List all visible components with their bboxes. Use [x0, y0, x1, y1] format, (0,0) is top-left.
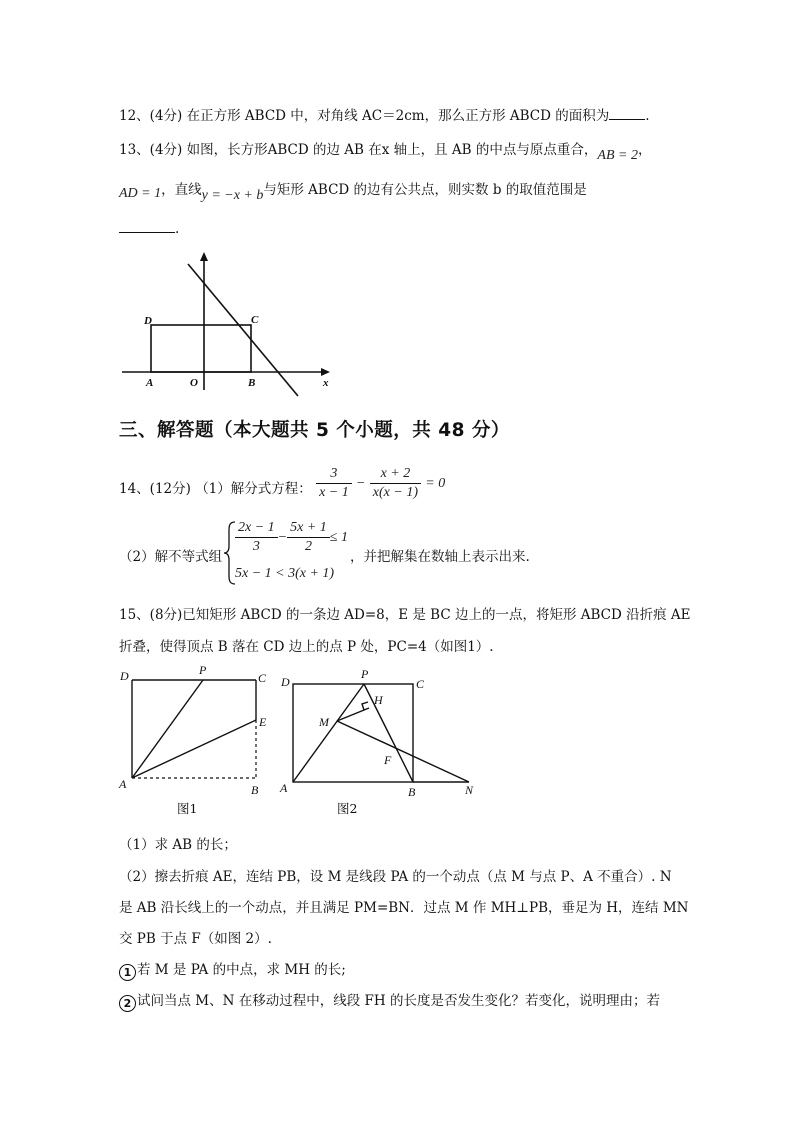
- q12-text: 在正方形 ABCD 中，对角线 AC＝2cm，那么正方形 ABCD 的面积为: [186, 108, 610, 124]
- figure-2: [276, 664, 486, 804]
- fig1-label-e: E: [259, 715, 267, 729]
- q14-eq-rhs: = 0: [425, 476, 446, 491]
- fig2-label-b: B: [408, 785, 416, 799]
- q14-part2-end-text: ，并把解集在数轴上表示出来.: [350, 549, 530, 565]
- fig13-x-arrow: [321, 368, 330, 376]
- fig2-caption: 图2: [337, 801, 358, 816]
- fig13-y-arrow: [200, 252, 208, 261]
- q14-ineq1-f1-numerator: 2x − 1: [235, 519, 278, 538]
- fig13-rectangle: [151, 325, 251, 372]
- fig2-label-n: N: [465, 783, 474, 797]
- fig2-label-f: F: [384, 753, 392, 767]
- q15-sub2-line3: 交 PB 于点 F（如图 2）.: [119, 931, 272, 947]
- question-12: [119, 104, 650, 124]
- q14-eq-f1-denominator: x − 1: [319, 485, 349, 500]
- q14-ineq1-rhs: ≤ 1: [329, 530, 348, 545]
- fig2-segment-mn: [337, 721, 469, 782]
- fig1-label-p: P: [199, 664, 207, 677]
- fig13-label-x: x: [323, 377, 329, 389]
- q14-part2-text: （2）解不等式组: [119, 549, 223, 565]
- q14-ineq1-f1-denominator: 3: [252, 539, 260, 554]
- fig1-segment-ap: [132, 680, 203, 778]
- q14-eq-fraction-1: [316, 465, 352, 502]
- fig2-label-h: H: [374, 693, 383, 707]
- q13-ab-formula: AB = 2: [597, 148, 638, 163]
- q14-eq-f1-numerator: 3: [316, 465, 352, 484]
- q14-part1-text: （1）解分式方程：: [195, 481, 312, 497]
- fig13-label-o: O: [190, 377, 198, 389]
- q13-text2a: ，直线: [161, 182, 202, 198]
- q15-item-1-marker: 1: [119, 964, 136, 981]
- q14-ineq1-fraction-2: [287, 519, 330, 556]
- q13-answer-blank: [119, 220, 175, 233]
- fig1-label-b: B: [251, 783, 259, 797]
- question-13-line3: [119, 220, 179, 237]
- fig2-segment-pb: [364, 684, 413, 782]
- q12-answer-blank: [609, 107, 645, 120]
- fig13-label-c: C: [251, 314, 259, 326]
- q15-item-1-text: 若 M 是 PA 的中点，求 MH 的长;: [137, 962, 346, 978]
- q14-eq-f2-denominator: x(x − 1): [372, 485, 418, 500]
- q15-sub2-line2: 是 AB 沿长线上的一个动点，并且满足 PM=BN．过点 M 作 MH⊥PB，垂足为 H，连结 MN: [119, 900, 689, 916]
- fig1-caption: 图1: [177, 801, 198, 816]
- q13-line-equation: y = −x + b: [201, 188, 264, 203]
- q15-item-1: [119, 958, 346, 981]
- fig1-label-c: C: [258, 671, 267, 685]
- fig2-label-m: M: [319, 715, 329, 729]
- q14-ineq1-fraction-1: [235, 519, 278, 556]
- q15-line2: 折叠，使得顶点 B 落在 CD 边上的点 P 处，PC=4（如图1）.: [119, 639, 494, 655]
- q14-ineq1-f2-denominator: 2: [304, 539, 312, 554]
- fig2-label-c: C: [416, 677, 425, 691]
- q13-text2b: 与矩形 ABCD 的边有公共点，则实数 b 的取值范围是: [263, 182, 587, 198]
- q14-inequality-1: [235, 519, 348, 556]
- q14-inequality-2: 5x − 1 < 3(x + 1): [235, 566, 335, 581]
- q13-number: 13、(4分): [119, 142, 183, 158]
- figure-1: [116, 664, 280, 804]
- question-13-line1: [119, 138, 652, 163]
- q12-end: .: [645, 108, 650, 124]
- fig2-label-p: P: [361, 667, 369, 681]
- q14-ineq1-minus: −: [277, 530, 288, 545]
- section-3-heading: 三、解答题（本大题共 5 个小题，共 48 分）: [119, 420, 510, 441]
- fig1-fold-ae: [132, 720, 256, 778]
- fig13-label-d: D: [144, 315, 152, 327]
- fig2-segment-ap: [293, 684, 364, 782]
- q13-end: .: [175, 221, 180, 237]
- figure-q13: [118, 250, 348, 400]
- q13-comma: ，: [637, 142, 652, 158]
- question-14-part1: [119, 465, 445, 505]
- fig1-label-d: D: [120, 669, 129, 683]
- fig13-label-a: A: [146, 377, 154, 389]
- q15-item-2: [119, 989, 660, 1012]
- question-14-part2-label: [119, 545, 222, 565]
- fig2-label-d: D: [281, 675, 290, 689]
- q14-eq-f2-numerator: x + 2: [370, 465, 421, 484]
- q13-text: 如图，长方形ABCD 的边 AB 在x 轴上，且 AB 的中点与原点重合，: [186, 142, 598, 158]
- fig13-label-b: B: [248, 377, 256, 389]
- q13-ad-formula: AD = 1: [119, 186, 162, 201]
- q15-item-2-text: 试问当点 M、N 在移动过程中，线段 FH 的长度是否发生变化？若变化，说明理由；若: [137, 993, 660, 1009]
- q14-eq-minus: −: [356, 476, 366, 491]
- fig1-label-a: A: [119, 777, 127, 791]
- q15-item-2-marker: 2: [119, 995, 136, 1012]
- q14-ineq1-f2-numerator: 5x + 1: [287, 519, 330, 538]
- q12-number: 12、(4分): [119, 108, 183, 124]
- question-13-line2: [119, 178, 587, 203]
- q14-eq-fraction-2: [370, 465, 421, 502]
- fig2-label-a: A: [280, 781, 288, 795]
- q15-sub2-line1: （2）擦去折痕 AE，连结 PB，设 M 是线段 PA 的一个动点（点 M 与点 P、A 不重合）. N: [119, 869, 672, 885]
- q15-sub1: （1）求 AB 的长；: [119, 837, 237, 853]
- q14-part2-end: [350, 545, 530, 565]
- q14-number: 14、(12分): [119, 481, 191, 497]
- q15-line1: 15、(8分)已知矩形 ABCD 的一条边 AD=8，E 是 BC 边上的一点，将矩形 ABCD 沿折痕 AE: [119, 607, 691, 623]
